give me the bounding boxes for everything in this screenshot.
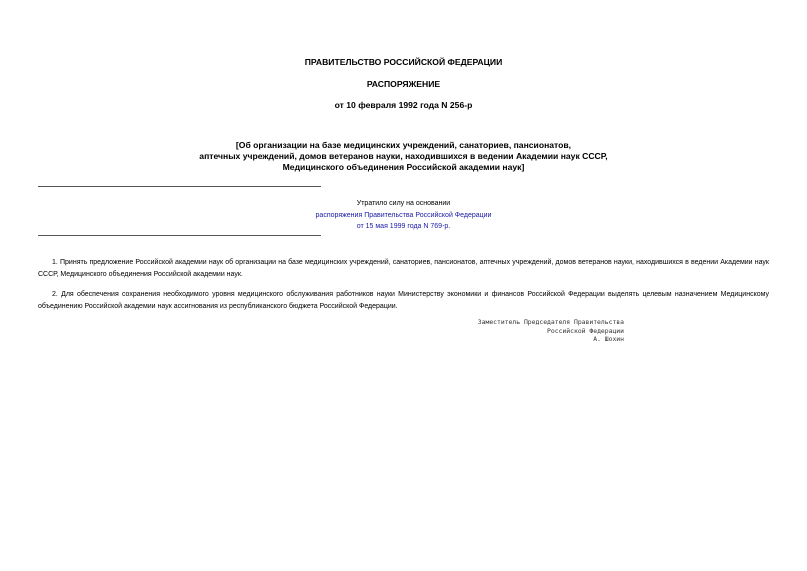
bottom-divider (38, 235, 321, 236)
signatory-position-org: Российской Федерации (547, 326, 624, 335)
title-line: аптечных учреждений, домов ветеранов науки, находившихся в ведении Академии наук СССР, (199, 151, 608, 161)
document-date-number: от 10 февраля 1992 года N 256-р (334, 100, 473, 110)
title-line: Медицинского объединения Российской академии наук] (282, 162, 525, 172)
signatory-position: Заместитель Председателя Правительства (477, 318, 624, 326)
status-text: Утратило силу на основании (356, 200, 451, 207)
repeal-order-date-link[interactable]: от 15 мая 1999 года N 769-р. (356, 223, 451, 230)
document-title (0, 140, 807, 173)
body-paragraph-1: 1. Принять предложение Российской академии наук об организации на базе медицинских учреждений, санаториев, пансионатов, аптечных учреждений, домов ветеранов науки, находившихся в ведении Академии наук СССР, Медицинского объединения Российской академии наук. (38, 259, 769, 278)
title-line: [Об организации на базе медицинских учреждений, санаториев, пансионатов, (235, 140, 572, 150)
top-divider (38, 186, 321, 187)
document-type: РАСПОРЯЖЕНИЕ (366, 79, 441, 89)
repeal-order-link[interactable]: распоряжения Правительства Российской Федерации (315, 211, 492, 219)
signature-block (380, 318, 624, 344)
body-paragraph-2: 2. Для обеспечения сохранения необходимого уровня медицинского обслуживания работников науки Министерству экономики и финансов Российской Федерации выделять целевым назначением Медицинскому объединению Российской академии наук ассигнования из республиканского бюджета Российской Федерации. (38, 291, 769, 310)
status-notice (0, 198, 807, 233)
issuing-authority: ПРАВИТЕЛЬСТВО РОССИЙСКОЙ ФЕДЕРАЦИИ (304, 57, 503, 67)
signatory-name: А. Шохин (593, 335, 624, 343)
